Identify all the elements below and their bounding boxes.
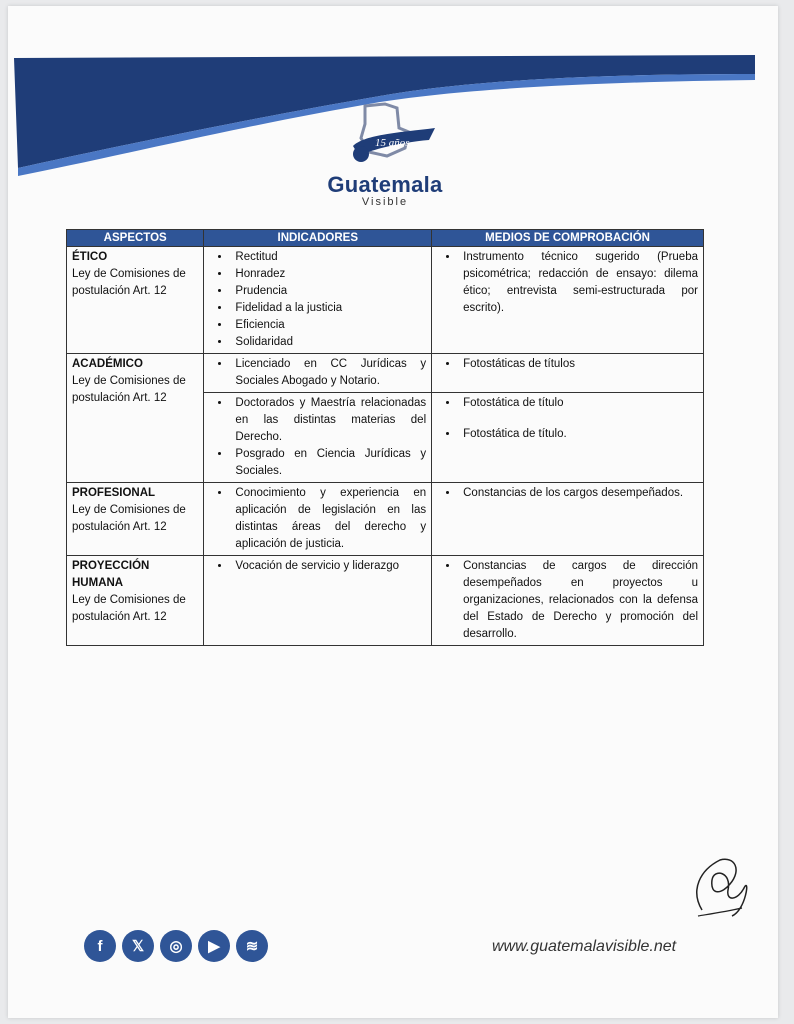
row-profesional [67, 483, 704, 556]
indicator-item: • Honradez [231, 266, 426, 283]
aspect-title: ÉTICO [72, 251, 108, 263]
aspect-cell [67, 556, 204, 646]
means-item: • Fotostáticas de títulos [459, 356, 698, 373]
indicator-item: • Posgrado en Ciencia Jurídicas y Sociales. [231, 446, 426, 480]
indicator-item: • Licenciado en CC Jurídicas y Sociales Abogado y Notario. [231, 356, 426, 390]
row-proyeccion [67, 556, 704, 646]
indicators-cell [204, 247, 432, 354]
indicator-item: • Conocimiento y experiencia en aplicación de legislación en las distintas áreas del derecho y aplicación de justicia. [231, 485, 426, 553]
aspect-cell [67, 483, 204, 556]
indicator-item: • Doctorados y Maestría relacionadas en las distintas materias del Derecho. [231, 395, 426, 446]
row-etico [67, 247, 704, 354]
brand-main-text: Guatemala [327, 172, 443, 197]
means-cell [432, 556, 704, 646]
website-url[interactable]: www.guatemalavisible.net [492, 938, 677, 955]
indicator-item: • Eficiencia [231, 317, 426, 334]
means-item: • Fotostática de título [459, 395, 698, 412]
table-header-row [67, 230, 704, 247]
youtube-icon[interactable]: ▶ [198, 930, 230, 962]
indicator-item: • Fidelidad a la justicia [231, 300, 426, 317]
aspect-title: PROFESIONAL [72, 487, 156, 499]
aspect-title: ACADÉMICO [72, 358, 143, 370]
social-links [84, 930, 268, 964]
aspect-law: Ley de Comisiones de postulación Art. 12 [72, 504, 186, 533]
indicator-item: • Rectitud [231, 249, 426, 266]
row-academico-a [67, 354, 704, 393]
means-item: • Fotostática de título. [459, 426, 698, 443]
map-emblem-icon [325, 98, 445, 178]
means-item: • Constancias de cargos de dirección desempeñados en proyectos u organizaciones, relacionados con la defensa del Estado de Derecho y promoción del desarrollo. [459, 558, 698, 643]
means-cell [432, 483, 704, 556]
anniversary-text: 15 años [375, 137, 410, 149]
means-cell [432, 354, 704, 393]
brand-wordmark [300, 172, 470, 208]
indicator-item: • Vocación de servicio y liderazgo [231, 558, 426, 575]
header-medios: MEDIOS DE COMPROBACIÓN [432, 230, 704, 247]
aspect-law: Ley de Comisiones de postulación Art. 12 [72, 268, 186, 297]
header-aspectos: ASPECTOS [67, 230, 204, 247]
indicator-item: • Prudencia [231, 283, 426, 300]
indicator-item: • Solidaridad [231, 334, 426, 351]
aspect-cell [67, 354, 204, 483]
evaluation-table [66, 229, 704, 646]
aspect-law: Ley de Comisiones de postulación Art. 12 [72, 375, 186, 404]
instagram-icon[interactable]: ◎ [160, 930, 192, 962]
means-cell [432, 247, 704, 354]
indicators-cell [204, 354, 432, 393]
aspect-cell [67, 247, 204, 354]
indicators-cell [204, 393, 432, 483]
aspect-law: Ley de Comisiones de postulación Art. 12 [72, 594, 186, 623]
brand-sub-text: Visible [361, 196, 409, 208]
aspect-title: PROYECCIÓN HUMANA [72, 560, 150, 589]
means-item: • Instrumento técnico sugerido (Prueba psicométrica; redacción de ensayo: dilema ético; entrevista semi-estructurada por escrito). [459, 249, 698, 317]
means-item: • Constancias de los cargos desempeñados. [459, 485, 698, 502]
facebook-icon[interactable]: f [84, 930, 116, 962]
handwritten-signature [680, 850, 760, 930]
indicators-cell [204, 556, 432, 646]
x-icon[interactable]: 𝕏 [122, 930, 154, 962]
spotify-icon[interactable]: ≋ [236, 930, 268, 962]
indicators-cell [204, 483, 432, 556]
header-indicadores: INDICADORES [204, 230, 432, 247]
means-cell [432, 393, 704, 483]
